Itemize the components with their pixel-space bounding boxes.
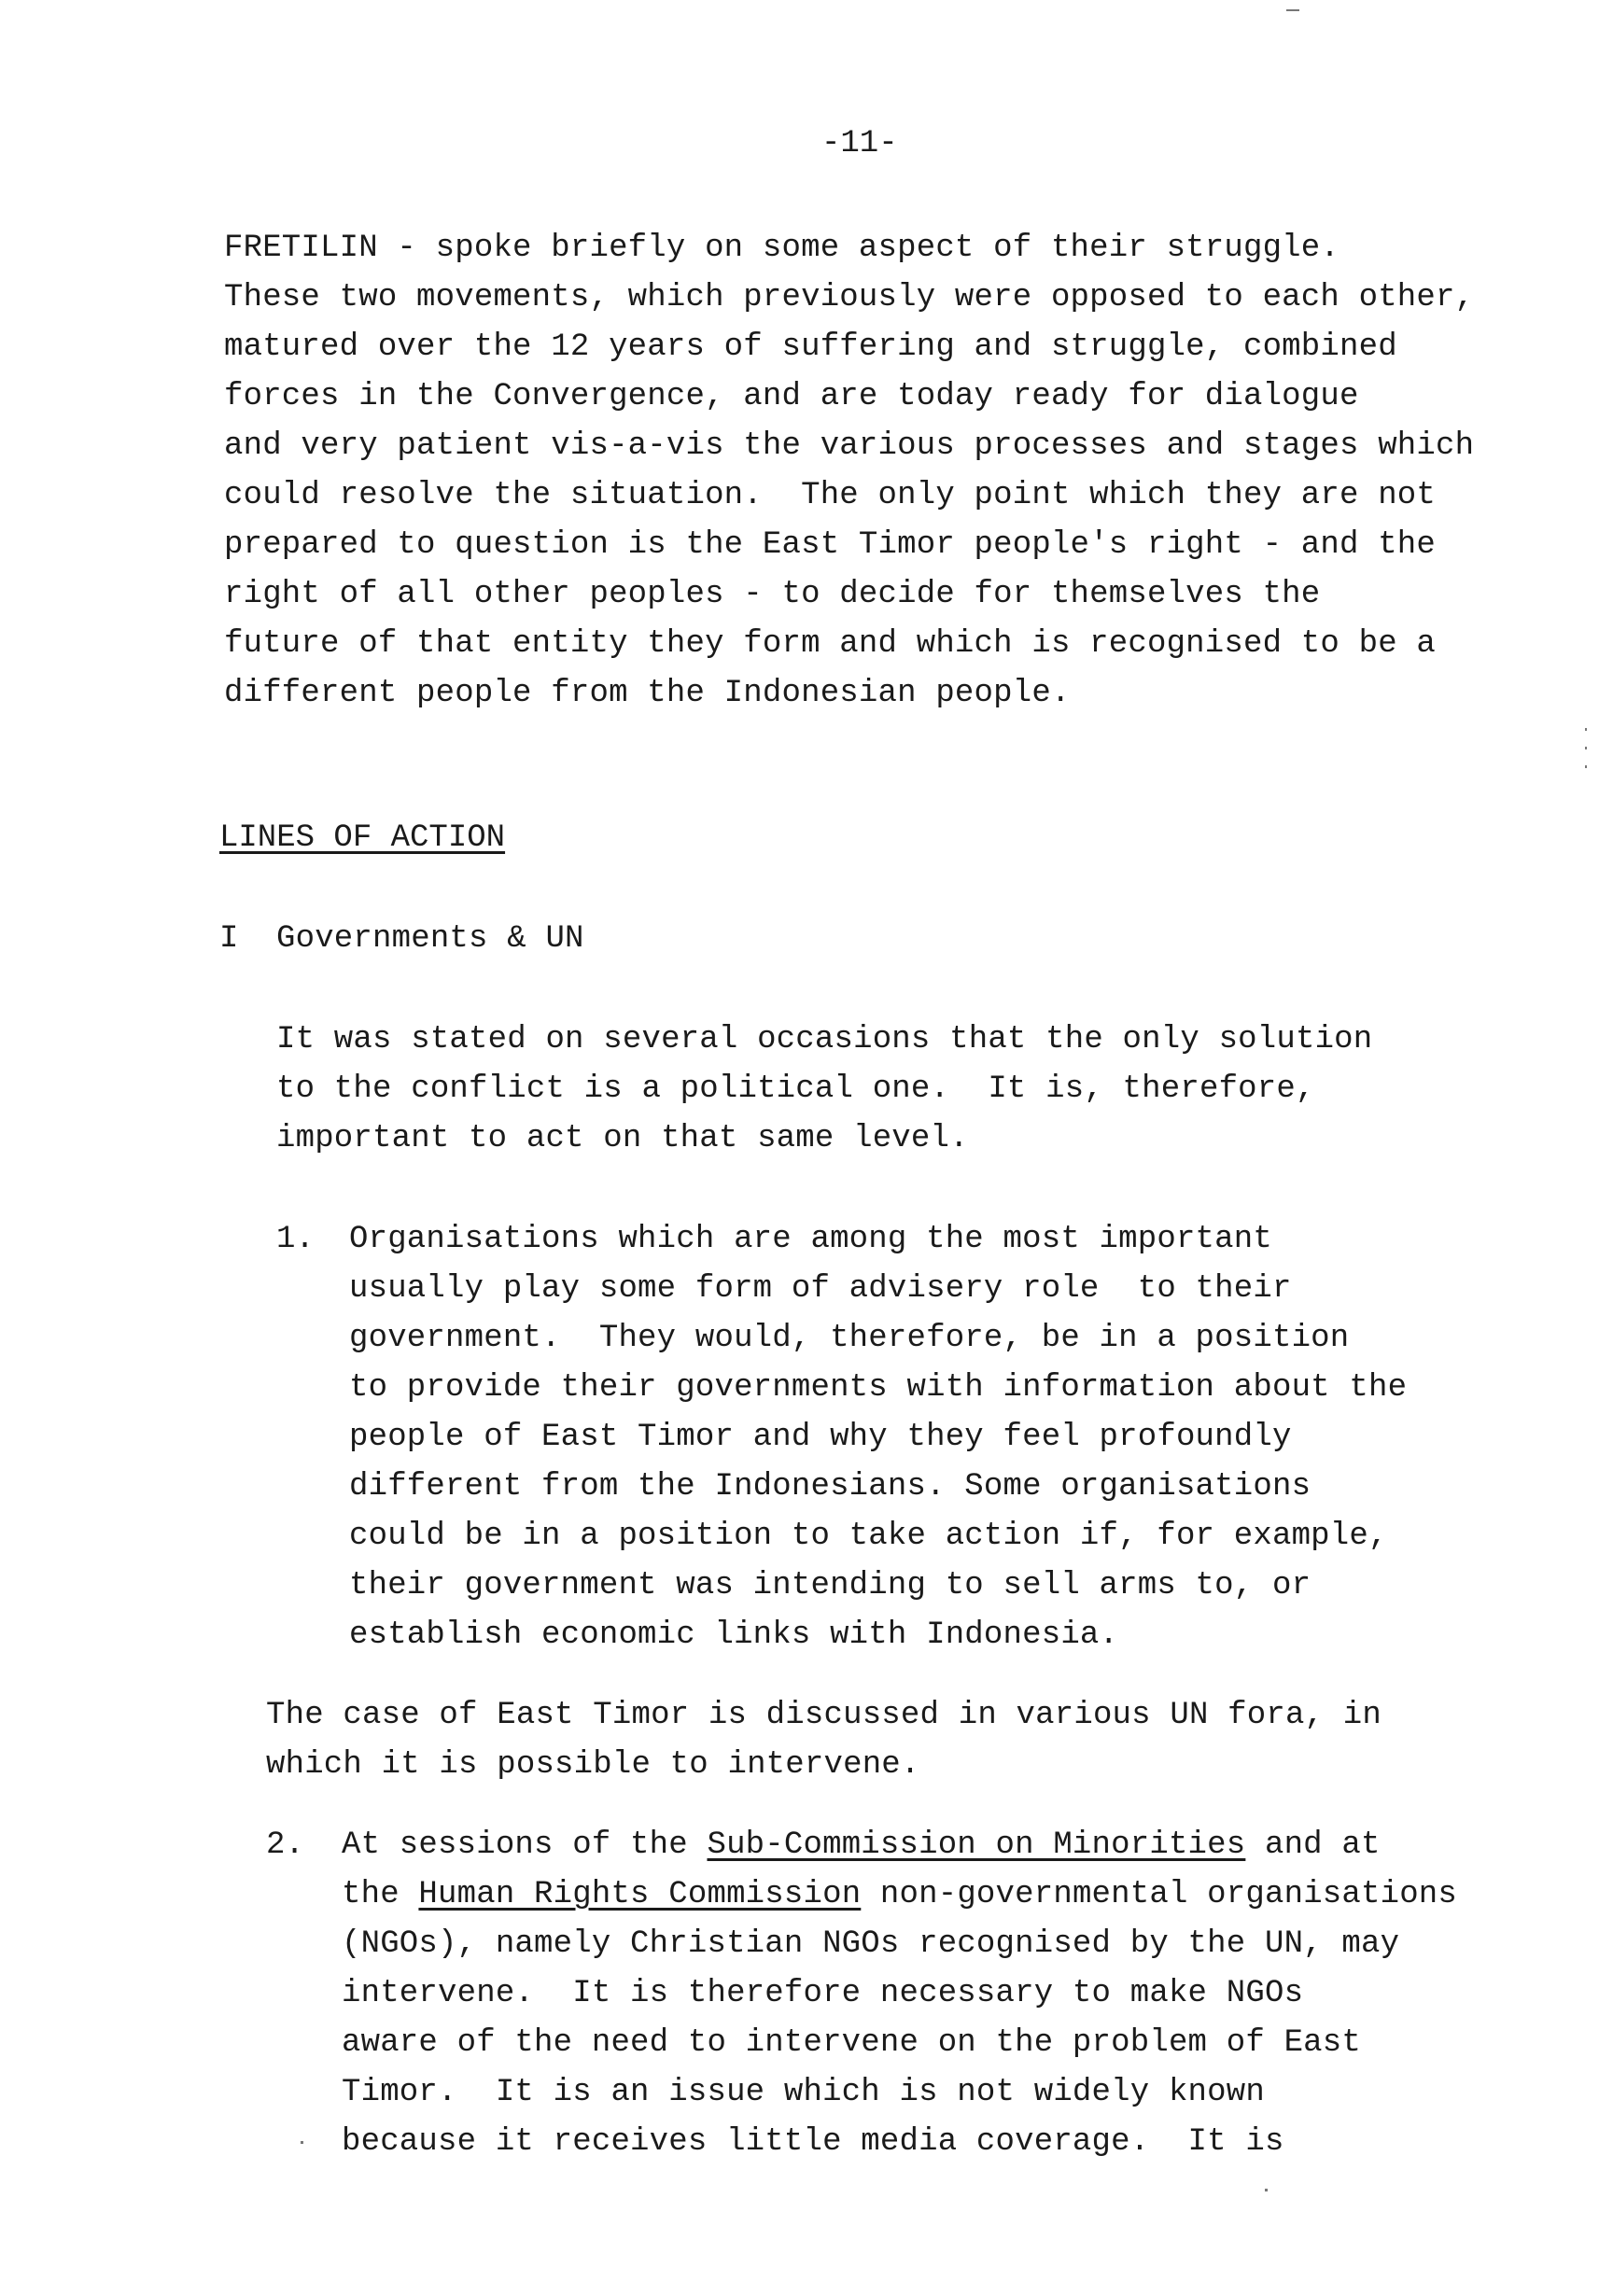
subsection-numeral: I [219,921,239,957]
scan-mark [1265,2189,1268,2191]
un-line: which it is possible to intervene. [266,1747,920,1783]
scan-mark [1585,765,1587,768]
list-item-line: Organisations which are among the most important [349,1222,1272,1257]
un-line: The case of East Timor is discussed in various UN fora, in [266,1698,1382,1733]
intro-line: different people from the Indonesian people. [224,676,1071,711]
scan-mark [301,2141,303,2144]
governments-line: to the conflict is a political one. It is, therefore, [276,1071,1315,1107]
list-item-line [342,1870,1457,1919]
list-item-line: government. They would, therefore, be in a position [349,1321,1350,1356]
intro-line: right of all other peoples - to decide for themselves the [224,577,1321,612]
list-item-line: establish economic links with Indonesia. [349,1617,1119,1653]
list-item-number: 1. [276,1222,315,1257]
list-item-line: Timor. It is an issue which is not widely known [342,2075,1265,2110]
list-item-line: intervene. It is therefore necessary to make NGOs [342,1976,1304,2011]
text-run: the [342,1877,419,1912]
list-item-line: people of East Timor and why they feel profoundly [349,1420,1292,1455]
sub-commission-on-minorities-term: Sub-Commission on Minorities [707,1827,1246,1863]
scan-mark [1286,9,1299,11]
section-heading: LINES OF ACTION [219,820,506,856]
list-item-line: their government was intending to sell arms to, or [349,1568,1311,1603]
scan-mark [1585,728,1587,731]
list-item-line: different from the Indonesians. Some organisations [349,1469,1311,1505]
governments-line: It was stated on several occasions that the only solution [276,1022,1373,1057]
intro-line: could resolve the situation. The only point which they are not [224,478,1437,513]
text-run: and at [1245,1827,1381,1863]
intro-line: prepared to question is the East Timor people's right - and the [224,527,1437,563]
intro-line: forces in the Convergence, and are today ready for dialogue [224,379,1359,414]
scan-mark [1585,747,1587,749]
list-item-line [342,1821,1381,1869]
list-item-line: could be in a position to take action if, for example, [349,1519,1388,1554]
text-run: non-governmental organisations [861,1877,1458,1912]
human-rights-commission-term: Human Rights Commission [418,1877,862,1912]
subsection-title: Governments & UN [276,921,584,957]
list-item-line: aware of the need to intervene on the problem of East [342,2025,1361,2061]
intro-line: FRETILIN - spoke briefly on some aspect of their struggle. [224,231,1339,266]
page-number: -11- [821,126,898,161]
list-item-line: to provide their governments with information about the [349,1370,1408,1406]
list-item-line: usually play some form of advisery role to their [349,1271,1292,1307]
list-item-line: (NGOs), namely Christian NGOs recognised by the UN, may [342,1926,1400,1962]
text-run: At sessions of the [342,1827,708,1863]
governments-line: important to act on that same level. [276,1121,969,1156]
intro-line: future of that entity they form and which is recognised to be a [224,626,1437,662]
intro-line: and very patient vis-a-vis the various processes and stages which [224,428,1475,464]
list-item-line: because it receives little media coverage. It is [342,2124,1284,2160]
list-item-number: 2. [266,1827,304,1863]
intro-line: matured over the 12 years of suffering and struggle, combined [224,329,1397,365]
intro-line: These two movements, which previously were opposed to each other, [224,280,1475,315]
